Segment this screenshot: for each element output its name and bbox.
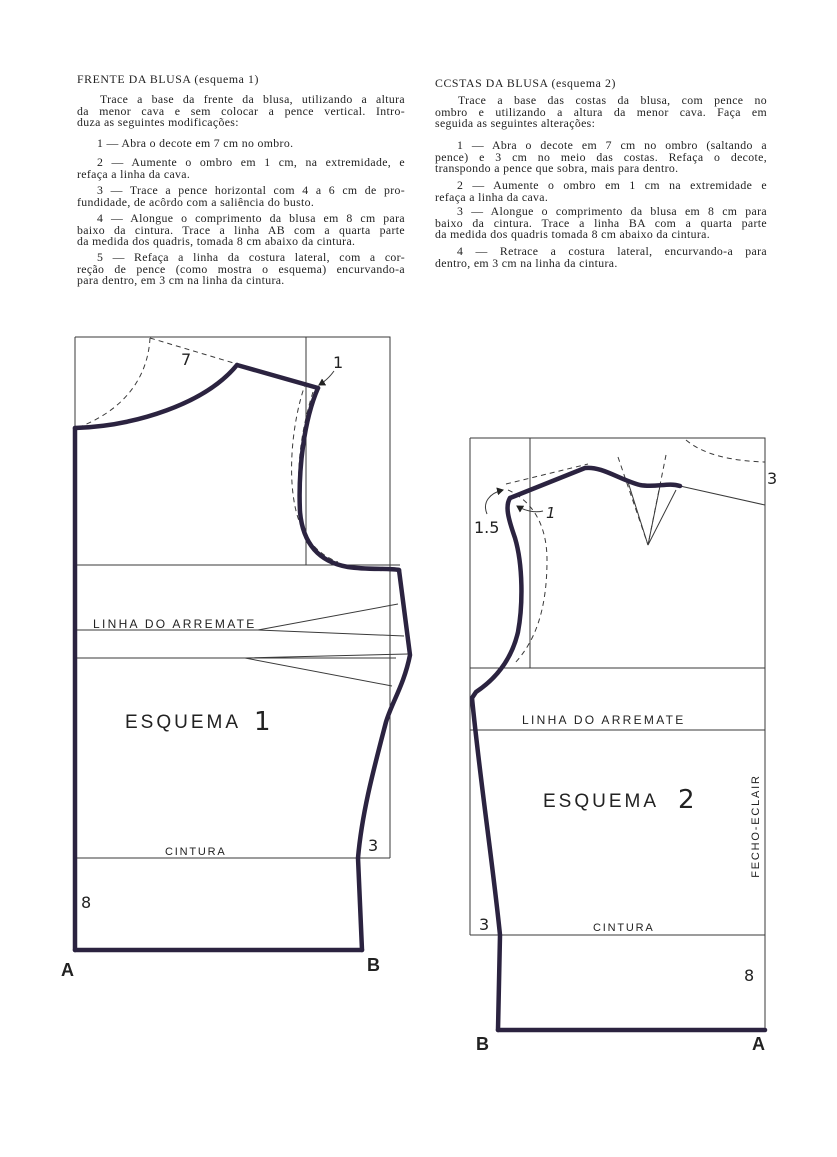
front-shoulder-arrow <box>319 371 334 385</box>
text-line: da medida dos quadris tomada 8 cm abaixo da cintura. <box>435 227 711 242</box>
front-shoulder-mark: 1 <box>333 353 344 372</box>
front-neck-mark: 7 <box>181 350 192 369</box>
text-line: ombro e utilizando a altura da menor cava. Faça em <box>435 104 767 119</box>
text-line: duza as seguintes modificações: <box>77 115 239 130</box>
text-line: 4 — Alongue o comprimento da blusa em 8 cm para <box>97 211 405 225</box>
front-base-frame <box>75 337 390 858</box>
diagram-back <box>470 438 777 1054</box>
text-line: baixo da cintura. Trace a linha AB com a quarta parte <box>77 222 405 237</box>
text-line: pence) e 3 cm no meio das costas. Refaça o decote, <box>435 149 767 164</box>
front-waist-label: CINTURA <box>165 846 227 858</box>
back-center-back-mark: 3 <box>767 469 778 488</box>
text-line: dentro, em 3 cm na linha da cintura. <box>435 255 618 270</box>
back-waist-label: CINTURA <box>593 922 655 934</box>
text-line: 4 — Retrace a costura lateral, encurvando-a para <box>457 244 767 258</box>
text-line: refaça a linha da cava. <box>77 166 191 181</box>
text-line: 1 — Abra o decote em 7 cm no ombro (saltando a <box>457 138 767 152</box>
text-line: 2 — Aumente o ombro em 1 cm na extremidade e <box>457 178 767 192</box>
back-original-dart <box>618 455 666 545</box>
text-line: baixo da cintura. Trace a linha BA com a quarta parte <box>435 215 767 230</box>
back-length-mark: 8 <box>744 966 755 985</box>
front-point-a: A <box>61 960 74 980</box>
back-original-armhole <box>508 490 547 664</box>
back-diagram-title: ESQUEMA <box>543 791 660 812</box>
back-point-a: A <box>752 1034 765 1054</box>
front-original-neckline <box>82 338 150 426</box>
back-zipper-label: FECHO-ECLAIR <box>749 774 762 878</box>
text-line: 3 — Alongue o comprimento da blusa em 8 cm para <box>457 204 767 218</box>
front-hem-line-label: LINHA DO ARREMATE <box>93 617 257 631</box>
front-diagram-title: ESQUEMA <box>125 712 242 733</box>
text-line: fundidade, de acôrdo com a saliência do busto. <box>77 194 315 209</box>
back-shoulder-dart <box>628 482 676 545</box>
text-line: transpondo a pence que sobra, mais para dentro. <box>435 161 679 176</box>
text-line: 2 — Aumente o ombro em 1 cm, na extremidade, e <box>97 155 405 169</box>
text-line: para dentro, em 3 cm na linha da cintura. <box>77 273 285 288</box>
text-line: Trace a base das costas da blusa, com pence no <box>458 93 767 107</box>
front-original-shoulder <box>150 338 237 364</box>
back-shoulder-extension-mark: 1.5 <box>474 518 500 537</box>
back-new-shoulder-neckline <box>510 468 680 498</box>
text-line: refaça a linha da cava. <box>435 189 549 204</box>
text-line: 1 — Abra o decote em 7 cm no ombro. <box>97 136 294 150</box>
back-neckline-center <box>680 486 765 505</box>
back-shoulder-extension-arrow <box>485 490 503 514</box>
back-point-b: B <box>476 1034 489 1054</box>
back-hem-line-label: LINHA DO ARREMATE <box>522 713 686 727</box>
diagram-front <box>61 337 410 980</box>
back-new-armhole-side-seam <box>472 498 521 1030</box>
back-shoulder-mark: 1 <box>546 504 556 522</box>
back-diagram-number: 2 <box>678 785 695 815</box>
front-new-neckline <box>75 365 237 428</box>
back-original-neckline <box>686 440 765 462</box>
front-waist-mark: 3 <box>368 836 379 855</box>
text-line: Trace a base da frente da blusa, utilizando a altura <box>100 92 405 106</box>
text-line: reção de pence (como mostra o esquema) encurvando-a <box>77 261 405 276</box>
front-length-mark: 8 <box>81 893 92 912</box>
back-instructions-title: CCSTAS DA BLUSA (esquema 2) <box>435 76 617 90</box>
text-line: 3 — Trace a pence horizontal com 4 a 6 cm de pro- <box>97 183 405 197</box>
back-waist-mark: 3 <box>479 915 490 934</box>
text-line: seguida as seguintes alterações: <box>435 116 596 131</box>
front-point-b: B <box>367 955 380 975</box>
front-bust-dart <box>245 654 408 686</box>
front-diagram-number: 1 <box>254 707 271 737</box>
text-line: 5 — Refaça a linha da costura lateral, com a cor- <box>97 250 405 264</box>
back-base-frame <box>470 438 765 1030</box>
text-line: da menor cava e sem colocar a pence vertical. Intro- <box>77 103 405 118</box>
front-new-armhole <box>300 388 399 570</box>
front-side-seam <box>358 570 410 950</box>
text-line: da medida dos quadris, tomada 8 cm abaixo da cintura. <box>77 234 356 249</box>
front-instructions-title: FRENTE DA BLUSA (esquema 1) <box>77 72 260 86</box>
